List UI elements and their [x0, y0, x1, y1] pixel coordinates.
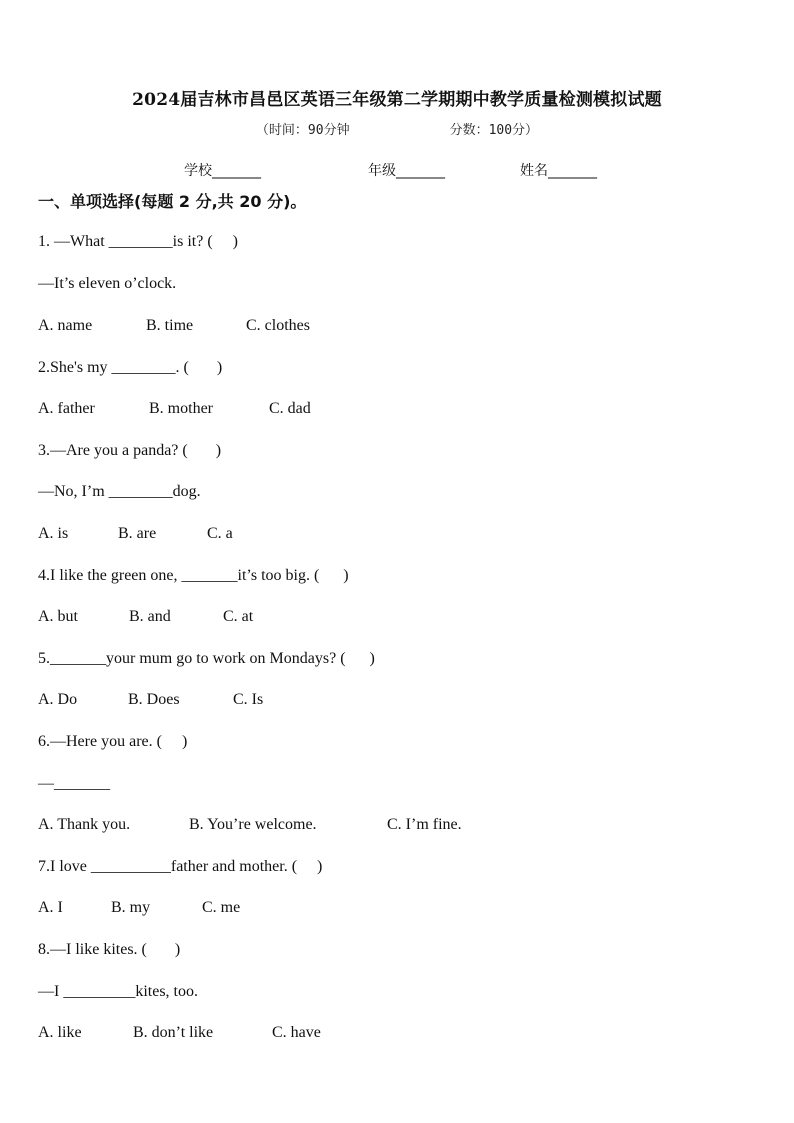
question-1-reply: —It’s eleven o’clock. — [38, 275, 177, 292]
option-a[interactable]: A. father — [38, 400, 95, 417]
option-b[interactable]: B. and — [129, 608, 171, 625]
total-score: 分数：100分） — [449, 123, 539, 138]
question-3-reply: —No, I’m ________dog. — [38, 483, 201, 500]
name-field[interactable]: 姓名_______ — [520, 163, 597, 179]
option-b[interactable]: B. You’re welcome. — [189, 816, 317, 833]
option-c[interactable]: C. dad — [269, 400, 311, 417]
grade-field[interactable]: 年级_______ — [368, 163, 445, 179]
option-c[interactable]: C. at — [223, 608, 254, 625]
option-c[interactable]: C. I’m fine. — [387, 816, 462, 833]
option-b[interactable]: B. my — [111, 899, 151, 916]
question-2-stem: 2.She's my ________. ( ) — [38, 359, 223, 376]
question-4-stem: 4.I like the green one, _______it’s too big. ( ) — [38, 567, 349, 584]
option-a[interactable]: A. Thank you. — [38, 816, 131, 833]
question-6-reply: —_______ — [38, 775, 110, 792]
option-c[interactable]: C. Is — [233, 691, 264, 708]
option-a[interactable]: A. I — [38, 899, 63, 916]
question-5-stem: 5._______your mum go to work on Mondays? ( ) — [38, 650, 375, 667]
option-b[interactable]: B. don’t like — [133, 1024, 214, 1041]
question-8-reply: —I _________kites, too. — [38, 983, 198, 1000]
exam-title: 2024届吉林市昌邑区英语三年级第二学期期中教学质量检测模拟试题 — [132, 90, 662, 110]
question-1-stem: 1. —What ________is it? ( ) — [38, 233, 238, 250]
school-field[interactable]: 学校_______ — [184, 163, 261, 179]
option-c[interactable]: C. clothes — [246, 317, 310, 334]
section-heading: 一、单项选择(每题 2 分,共 20 分)。 — [38, 192, 307, 211]
option-b[interactable]: B. Does — [128, 691, 180, 708]
time-limit: （时间：90分钟 — [255, 123, 350, 138]
question-8-stem: 8.—I like kites. ( ) — [38, 941, 181, 958]
option-c[interactable]: C. me — [202, 899, 241, 916]
option-a[interactable]: A. name — [38, 317, 93, 334]
option-a[interactable]: A. is — [38, 525, 69, 542]
option-a[interactable]: A. but — [38, 608, 78, 625]
option-a[interactable]: A. Do — [38, 691, 78, 708]
option-c[interactable]: C. have — [272, 1024, 321, 1041]
option-b[interactable]: B. mother — [149, 400, 213, 417]
option-b[interactable]: B. time — [146, 317, 194, 334]
option-c[interactable]: C. a — [207, 525, 233, 542]
exam-info — [0, 119, 794, 138]
option-a[interactable]: A. like — [38, 1024, 82, 1041]
question-6-stem: 6.—Here you are. ( ) — [38, 733, 188, 750]
question-3-stem: 3.—Are you a panda? ( ) — [38, 442, 222, 459]
question-7-stem: 7.I love __________father and mother. ( ) — [38, 858, 323, 875]
option-b[interactable]: B. are — [118, 525, 157, 542]
